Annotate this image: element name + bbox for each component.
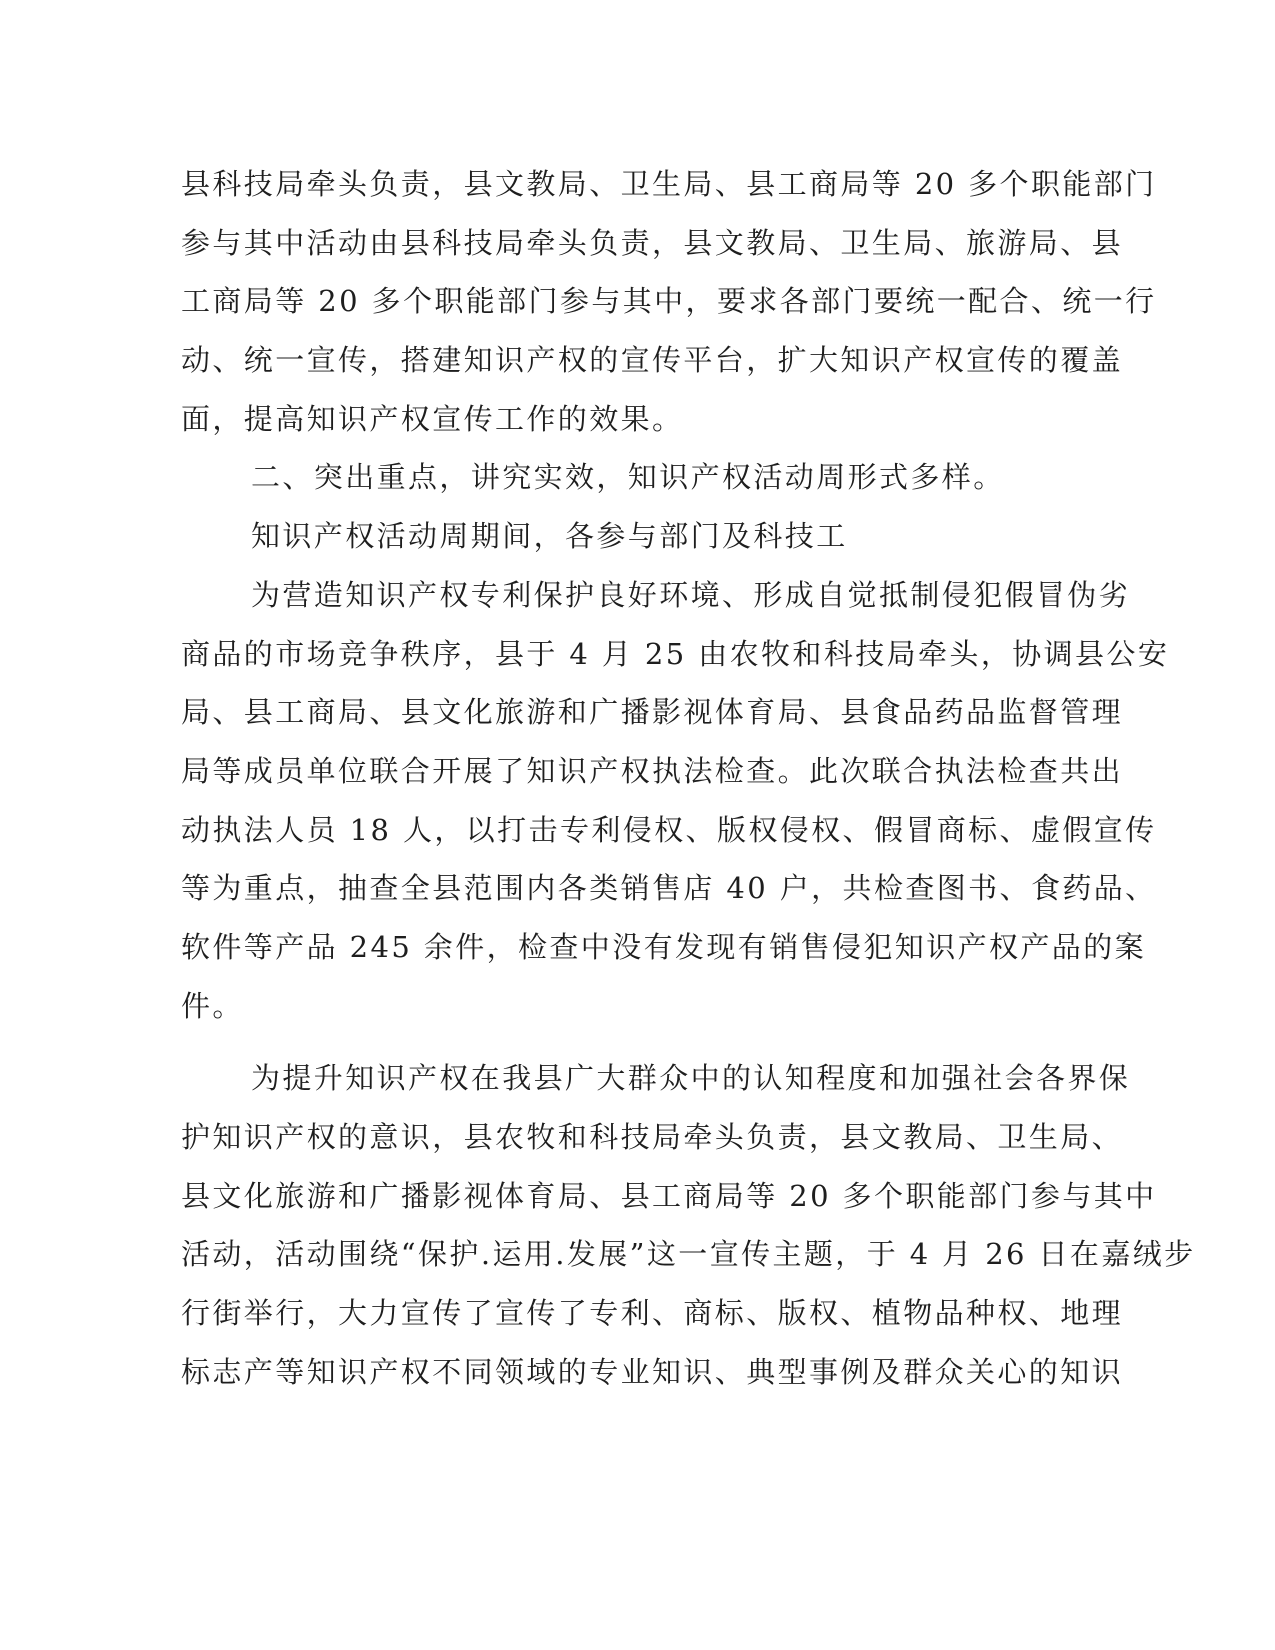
text-line: 件。 <box>181 988 244 1023</box>
text-line: 局、县工商局、县文化旅游和广播影视体育局、县食品药品监督管理 <box>181 695 1124 730</box>
text-line: 面，提高知识产权宣传工作的效果。 <box>181 401 684 436</box>
text-line: 活动，活动围绕“保护.运用.发展”这一宣传主题，于 4 月 26 日在嘉绒步 <box>181 1237 1196 1272</box>
text-line: 为营造知识产权专利保护良好环境、形成自觉抵制侵犯假冒伪劣 <box>251 577 1131 612</box>
text-line: 参与其中活动由县科技局牵头负责，县文教局、卫生局、旅游局、县 <box>181 225 1124 260</box>
text-line: 标志产等知识产权不同领域的专业知识、典型事例及群众关心的知识 <box>181 1354 1124 1389</box>
text-line: 行街举行，大力宣传了宣传了专利、商标、版权、植物品种权、地理 <box>181 1296 1124 1331</box>
text-line: 为提升知识产权在我县广大群众中的认知程度和加强社会各界保 <box>251 1061 1131 1096</box>
text-line: 等为重点，抽查全县范围内各类销售店 40 户，共检查图书、食药品、 <box>181 871 1157 906</box>
paragraph-gap <box>181 1035 1041 1049</box>
document-body <box>181 155 1196 1401</box>
text-line: 商品的市场竞争秩序，县于 4 月 25 由农牧和科技局牵头，协调县公安 <box>181 636 1170 671</box>
text-line: 软件等产品 245 余件，检查中没有发现有销售侵犯知识产权产品的案 <box>181 929 1146 964</box>
text-line: 工商局等 20 多个职能部门参与其中，要求各部门要统一配合、统一行 <box>181 284 1157 319</box>
text-line: 知识产权活动周期间，各参与部门及科技工 <box>251 519 848 554</box>
text-line: 护知识产权的意识，县农牧和科技局牵头负责，县文教局、卫生局、 <box>181 1120 1124 1154</box>
section-heading: 二、突出重点，讲究实效，知识产权活动周形式多样。 <box>251 460 1005 495</box>
text-line: 动执法人员 18 人，以打击专利侵权、版权侵权、假冒商标、虚假宣传 <box>181 812 1157 847</box>
text-line: 县文化旅游和广播影视体育局、县工商局等 20 多个职能部门参与其中 <box>181 1178 1157 1213</box>
text-line: 县科技局牵头负责，县文教局、卫生局、县工商局等 20 多个职能部门 <box>181 167 1157 201</box>
text-line: 动、统一宣传，搭建知识产权的宣传平台，扩大知识产权宣传的覆盖 <box>181 343 1124 378</box>
text-line: 局等成员单位联合开展了知识产权执法检查。此次联合执法检查共出 <box>181 753 1124 788</box>
